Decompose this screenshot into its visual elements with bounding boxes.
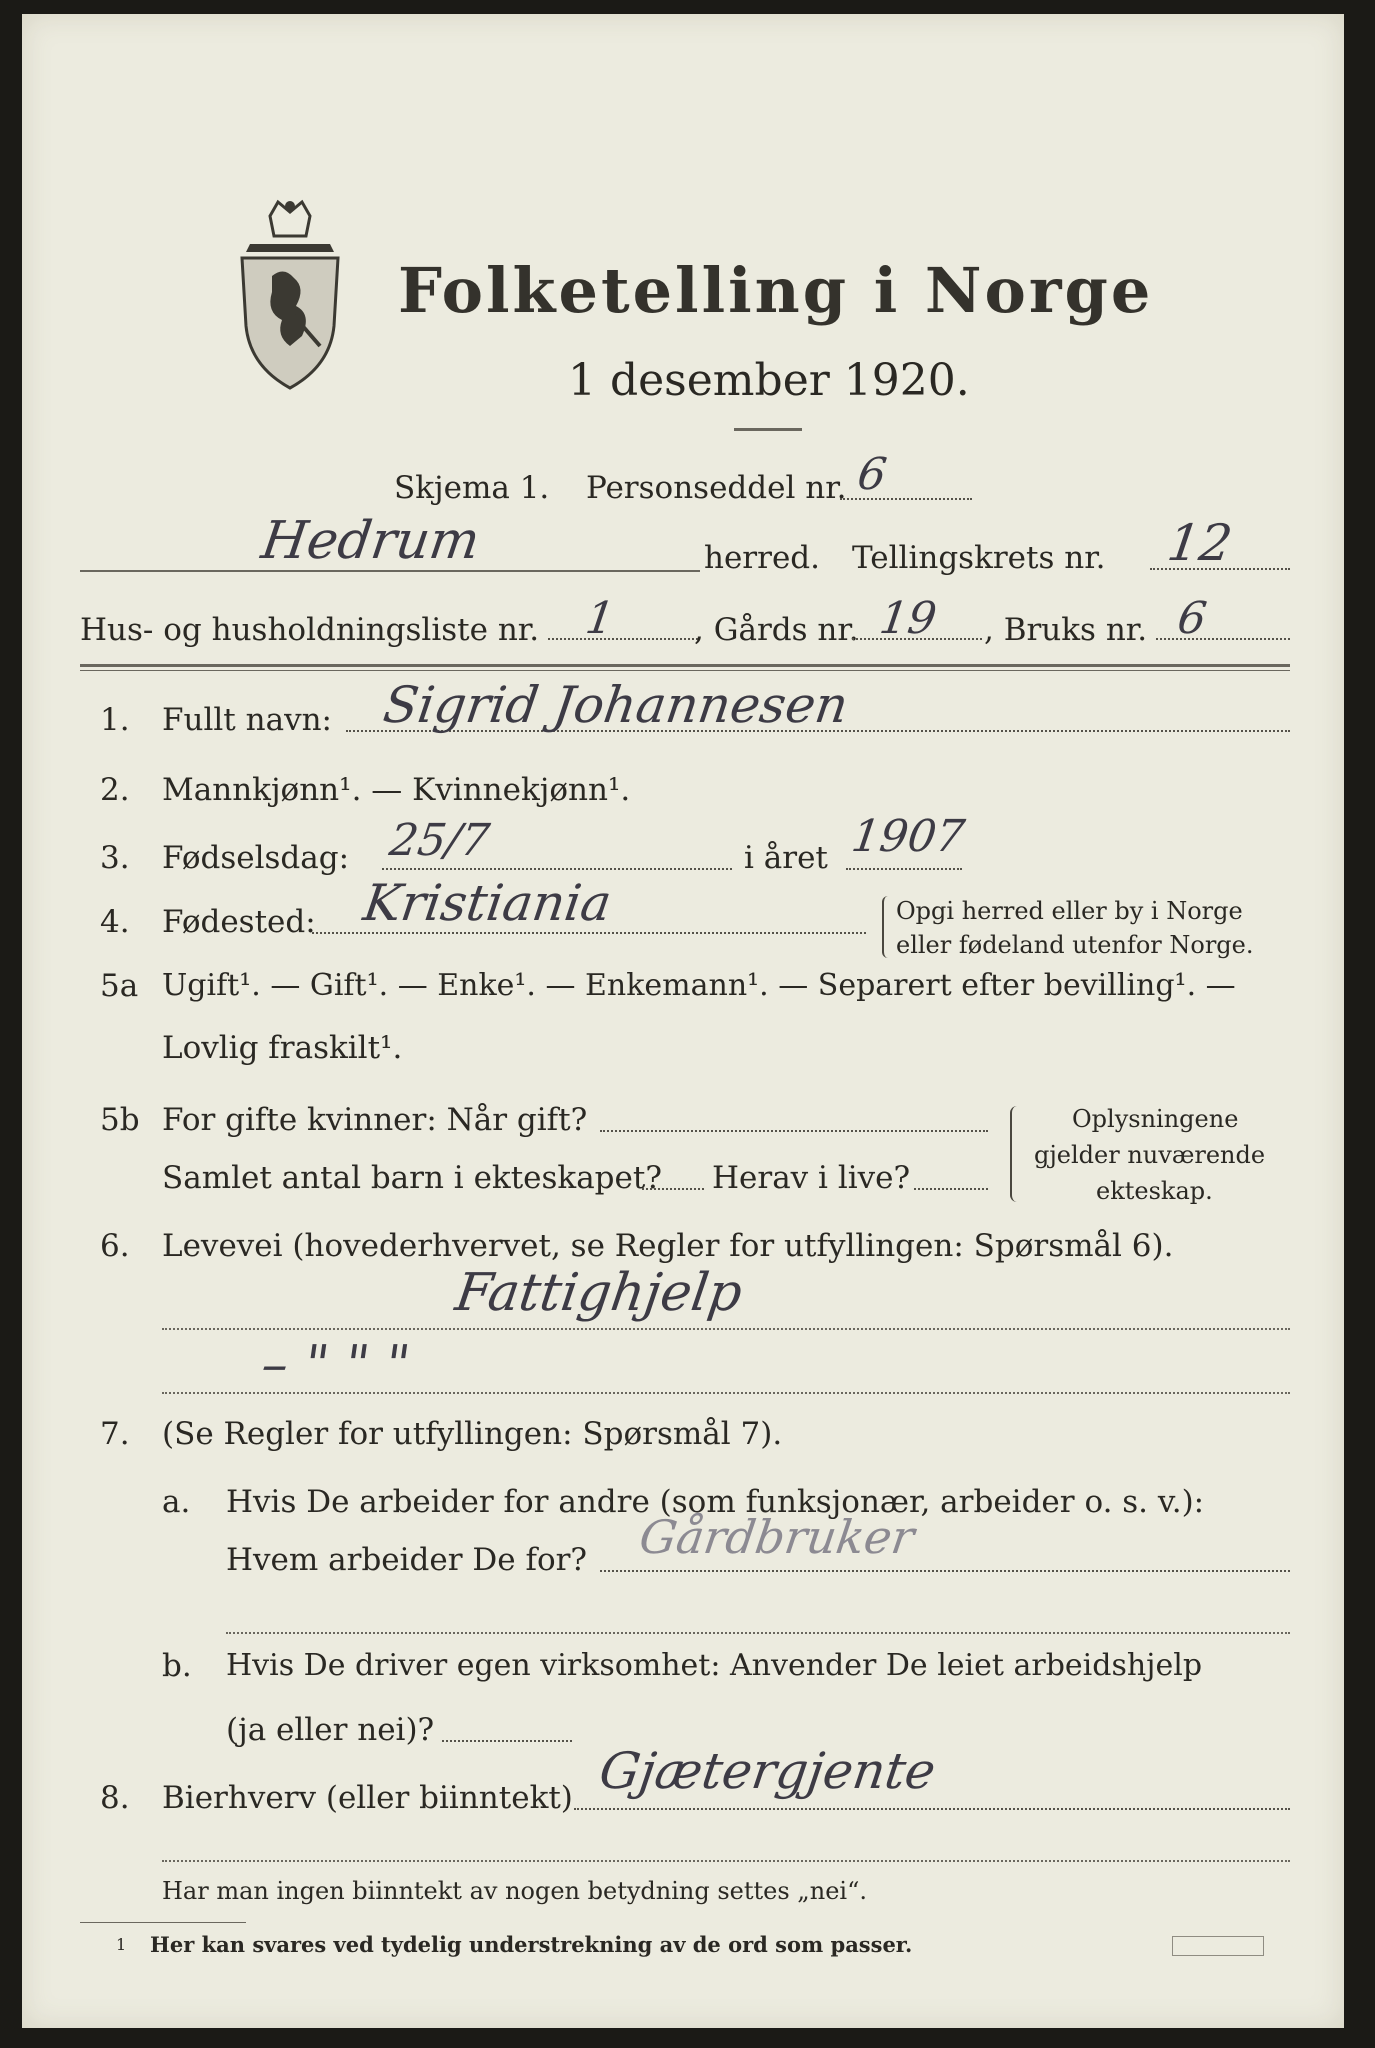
birth-year-value: 1907 xyxy=(848,811,968,862)
q5b-married-line xyxy=(600,1130,988,1132)
printer-stamp xyxy=(1172,1936,1264,1956)
q5b-children-alive: Herav i live? xyxy=(712,1160,911,1196)
q5b-note-brace xyxy=(1010,1106,1024,1202)
marital-status-options-cont: Lovlig fraskilt¹. xyxy=(162,1030,403,1066)
bruks-label: , Bruks nr. xyxy=(984,612,1148,648)
q4-label: Fødested: xyxy=(162,904,316,940)
q7a-letter: a. xyxy=(162,1484,191,1520)
secondary-income-value: Gjætergjente xyxy=(595,1742,940,1800)
gender-options: Mannkjønn¹. — Kvinnekjønn¹. xyxy=(162,772,631,808)
q8-number: 8. xyxy=(100,1780,130,1816)
q7-number: 7. xyxy=(100,1416,130,1452)
q4-line xyxy=(312,932,866,934)
q5b-note-line2: gjelder nuværende xyxy=(1034,1141,1266,1169)
q3-number: 3. xyxy=(100,840,130,876)
q5a-number: 5a xyxy=(100,968,139,1004)
q7a-question: Hvis De arbeider for andre (som funksjonær, arbeider o. s. v.): xyxy=(226,1484,1205,1520)
herred-value: Hedrum xyxy=(257,511,484,571)
q5b-married-when: For gifte kvinner: Når gift? xyxy=(162,1102,588,1138)
skjema-label: Skjema 1. xyxy=(394,470,550,506)
q7a-employer-label: Hvem arbeider De for? xyxy=(226,1542,588,1578)
q3-label: Fødselsdag: xyxy=(162,840,350,876)
tellingskrets-label: Tellingskrets nr. xyxy=(852,540,1106,576)
q5b-note-line3: ekteskap. xyxy=(1096,1177,1213,1205)
footnote-divider xyxy=(80,1922,246,1923)
tellingskrets-value: 12 xyxy=(1163,514,1236,572)
gards-value: 19 xyxy=(876,593,940,644)
hus-value: 1 xyxy=(582,593,618,644)
personseddel-label: Personseddel nr. xyxy=(586,470,847,506)
footnote-mark: 1 xyxy=(116,1935,127,1954)
occupation-value: Fattighjelp xyxy=(451,1263,746,1323)
q4-note-line2: eller fødeland utenfor Norge. xyxy=(896,931,1254,959)
employer-value: Gårdbruker xyxy=(636,1510,918,1564)
hus-label: Hus- og husholdningsliste nr. xyxy=(80,612,540,648)
full-name-value: Sigrid Johannesen xyxy=(379,676,852,734)
q3-day-line xyxy=(382,868,732,870)
gards-label: , Gårds nr. xyxy=(694,612,859,648)
bruks-value: 6 xyxy=(1174,593,1210,644)
q8-note: Har man ingen biinntekt av nogen betydning settes „nei“. xyxy=(162,1877,867,1905)
footnote-text: Her kan svares ved tydelig understrekning av de ord som passer. xyxy=(150,1932,913,1957)
marital-status-options: Ugift¹. — Gift¹. — Enke¹. — Enkemann¹. — Separert efter bevilling¹. — xyxy=(162,968,1236,1003)
q7-label: (Se Regler for utfyllingen: Spørsmål 7). xyxy=(162,1416,783,1452)
q5b-number: 5b xyxy=(100,1102,140,1138)
q5b-note-line1: Oplysningene xyxy=(1072,1105,1239,1133)
q7b-yes-no-label: (ja eller nei)? xyxy=(226,1712,435,1748)
q7b-question: Hvis De driver egen virksomhet: Anvender De leiet arbeidshjelp xyxy=(226,1648,1203,1683)
form-title: Folketelling i Norge xyxy=(398,254,1154,327)
q5b-alive-line xyxy=(914,1188,988,1190)
q3-year-label: i året xyxy=(744,840,828,876)
personseddel-value: 6 xyxy=(854,449,890,500)
hus-line xyxy=(548,638,698,640)
norwegian-coat-of-arms-icon xyxy=(232,196,348,392)
q1-label: Fullt navn: xyxy=(162,702,332,738)
title-divider xyxy=(734,428,802,431)
q3-year-line xyxy=(846,868,962,870)
q2-number: 2. xyxy=(100,772,130,808)
q4-number: 4. xyxy=(100,904,130,940)
q6-number: 6. xyxy=(100,1228,130,1264)
q8-line2 xyxy=(162,1860,1290,1862)
birthplace-value: Kristiania xyxy=(359,874,615,932)
header-divider xyxy=(80,664,1290,667)
q6-line2 xyxy=(162,1392,1290,1394)
q5b-children-total: Samlet antal barn i ekteskapet? xyxy=(162,1160,662,1196)
q7a-line2 xyxy=(226,1632,1290,1634)
q6-label: Levevei (hovederhvervet, se Regler for utfyllingen: Spørsmål 6). xyxy=(162,1228,1174,1264)
q4-note-line1: Opgi herred eller by i Norge xyxy=(896,897,1243,925)
q7a-employer-line xyxy=(600,1570,1290,1572)
q7b-letter: b. xyxy=(162,1648,192,1684)
q8-line xyxy=(574,1808,1290,1810)
q4-note-brace xyxy=(882,896,894,958)
herred-label: herred. xyxy=(704,540,820,576)
header-divider-thin xyxy=(80,670,1290,671)
q8-label: Bierhverv (eller biinntekt) xyxy=(162,1780,573,1816)
q6-line1 xyxy=(162,1328,1290,1330)
q5b-children-line xyxy=(642,1188,704,1190)
q1-number: 1. xyxy=(100,702,130,738)
q7b-line xyxy=(442,1740,572,1742)
census-date: 1 desember 1920. xyxy=(568,355,970,406)
occupation-ditto-value: – " " " xyxy=(257,1335,414,1395)
birthday-value: 25/7 xyxy=(386,815,493,866)
